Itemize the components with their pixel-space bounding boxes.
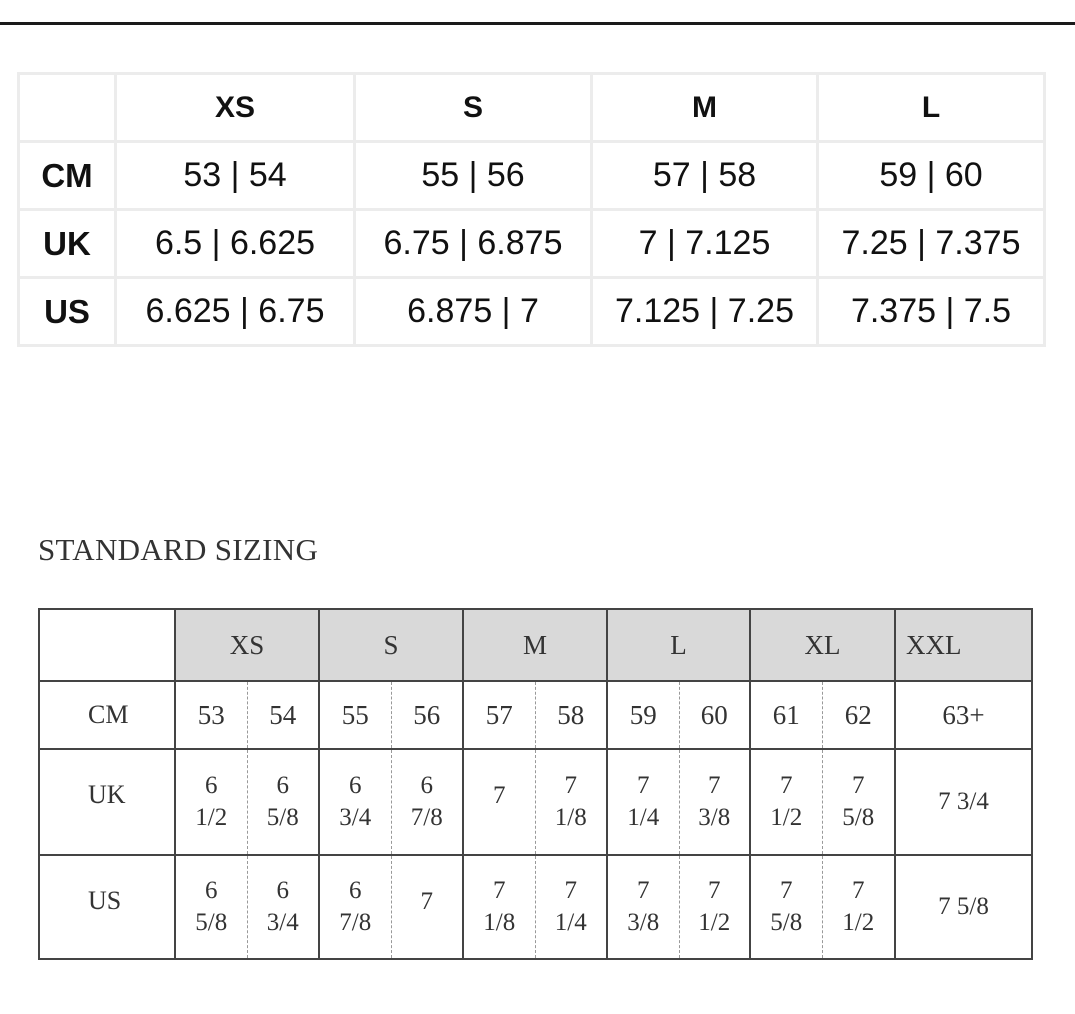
fraction: 1/2 <box>195 804 228 831</box>
fraction: 3/4 <box>339 804 372 831</box>
top-divider <box>0 22 1075 25</box>
table-cell: 55 <box>319 681 391 749</box>
table-cell: 57 | 58 <box>592 142 818 210</box>
row-label-uk: UK <box>39 749 175 855</box>
table-cell <box>607 749 679 855</box>
whole: 7 <box>780 877 793 904</box>
table-cell <box>247 855 319 959</box>
table-cell: 62 <box>822 681 895 749</box>
table-cell: 59 | 60 <box>818 142 1045 210</box>
table-row-cm <box>19 142 1045 210</box>
fraction: 1/2 <box>770 804 803 831</box>
whole: 6 <box>276 877 289 904</box>
size-header-s: S <box>319 609 463 681</box>
table-cell: 53 | 54 <box>116 142 355 210</box>
table-cell: 59 <box>607 681 679 749</box>
standard-row-us <box>39 855 1032 959</box>
fraction: 5/8 <box>842 804 875 831</box>
row-label-cm: CM <box>39 681 175 749</box>
standard-sizing-table <box>38 608 1033 960</box>
table-cell <box>607 855 679 959</box>
table-cell: 60 <box>679 681 750 749</box>
standard-header-row <box>39 609 1032 681</box>
table-cell <box>319 855 391 959</box>
table-cell: 6.625 | 6.75 <box>116 278 355 346</box>
table-cell: 53 <box>175 681 247 749</box>
size-header-m: M <box>592 74 818 142</box>
size-header-m: M <box>463 609 607 681</box>
whole: 6 <box>276 772 289 799</box>
size-header-s: S <box>355 74 592 142</box>
table-cell <box>895 749 1032 855</box>
fraction: 3/8 <box>627 909 660 936</box>
standard-row-cm <box>39 681 1032 749</box>
fraction: 1/8 <box>554 804 587 831</box>
size-header-l: L <box>607 609 750 681</box>
table-cell: 6.75 | 6.875 <box>355 210 592 278</box>
table-cell <box>175 749 247 855</box>
fraction: 3/4 <box>266 909 299 936</box>
size-header-xs: XS <box>175 609 319 681</box>
table-cell: 7.125 | 7.25 <box>592 278 818 346</box>
row-label-us: US <box>39 855 175 959</box>
table-cell <box>895 855 1032 959</box>
table-cell: 6.875 | 7 <box>355 278 592 346</box>
row-label-us: US <box>19 278 116 346</box>
table-cell <box>175 855 247 959</box>
whole: 7 <box>780 772 793 799</box>
table-cell: 7.375 | 7.5 <box>818 278 1045 346</box>
whole: 7 3/4 <box>938 788 989 815</box>
whole: 6 <box>205 877 218 904</box>
corner-cell <box>39 609 175 681</box>
fraction: 3/8 <box>698 804 731 831</box>
table-cell <box>319 749 391 855</box>
whole: 7 <box>852 772 865 799</box>
table-cell <box>535 855 607 959</box>
table-row-uk <box>19 210 1045 278</box>
fraction: 5/8 <box>195 909 228 936</box>
table-cell: 7.25 | 7.375 <box>818 210 1045 278</box>
whole: 7 <box>493 877 506 904</box>
table-cell <box>535 749 607 855</box>
table-cell: 57 <box>463 681 535 749</box>
table-cell <box>463 855 535 959</box>
whole: 7 <box>852 877 865 904</box>
standard-row-uk <box>39 749 1032 855</box>
size-header-xl: XL <box>750 609 895 681</box>
whole: 7 <box>708 772 721 799</box>
whole: 7 <box>637 772 650 799</box>
fraction: 1/2 <box>842 909 875 936</box>
table-cell <box>391 855 463 959</box>
size-header-xs: XS <box>116 74 355 142</box>
row-label-uk: UK <box>19 210 116 278</box>
whole: 7 <box>564 772 577 799</box>
table-cell <box>247 749 319 855</box>
table-cell <box>822 855 895 959</box>
whole: 6 <box>205 772 218 799</box>
table-cell: 6.5 | 6.625 <box>116 210 355 278</box>
size-header-row <box>19 74 1045 142</box>
table-cell <box>463 749 535 855</box>
table-cell <box>679 749 750 855</box>
whole: 7 5/8 <box>938 893 989 920</box>
table-cell <box>391 749 463 855</box>
table-cell: 63+ <box>895 681 1032 749</box>
fraction: 1/4 <box>627 804 660 831</box>
table-cell <box>750 855 822 959</box>
fraction: 1/8 <box>483 909 516 936</box>
fraction: 5/8 <box>770 909 803 936</box>
whole: 7 <box>564 877 577 904</box>
whole: 7 <box>637 877 650 904</box>
table-cell <box>822 749 895 855</box>
fraction: 1/2 <box>698 909 731 936</box>
table-cell <box>750 749 822 855</box>
fraction: 5/8 <box>266 804 299 831</box>
size-header-l: L <box>818 74 1045 142</box>
whole: 6 <box>349 772 362 799</box>
table-cell: 54 <box>247 681 319 749</box>
fraction: 7/8 <box>339 909 372 936</box>
standard-sizing-title: STANDARD SIZING <box>38 532 319 567</box>
whole: 6 <box>420 772 433 799</box>
table-cell <box>679 855 750 959</box>
size-table <box>17 72 1046 347</box>
whole: 7 <box>708 877 721 904</box>
fraction: 1/4 <box>554 909 587 936</box>
whole: 7 <box>493 782 506 809</box>
whole: 7 <box>420 888 433 915</box>
table-cell: 56 <box>391 681 463 749</box>
table-row-us <box>19 278 1045 346</box>
table-cell: 55 | 56 <box>355 142 592 210</box>
table-cell: 7 | 7.125 <box>592 210 818 278</box>
size-header-xxl: XXL <box>895 609 1032 681</box>
corner-cell <box>19 74 116 142</box>
table-cell: 61 <box>750 681 822 749</box>
table-cell: 58 <box>535 681 607 749</box>
row-label-cm: CM <box>19 142 116 210</box>
whole: 6 <box>349 877 362 904</box>
fraction: 7/8 <box>410 804 443 831</box>
